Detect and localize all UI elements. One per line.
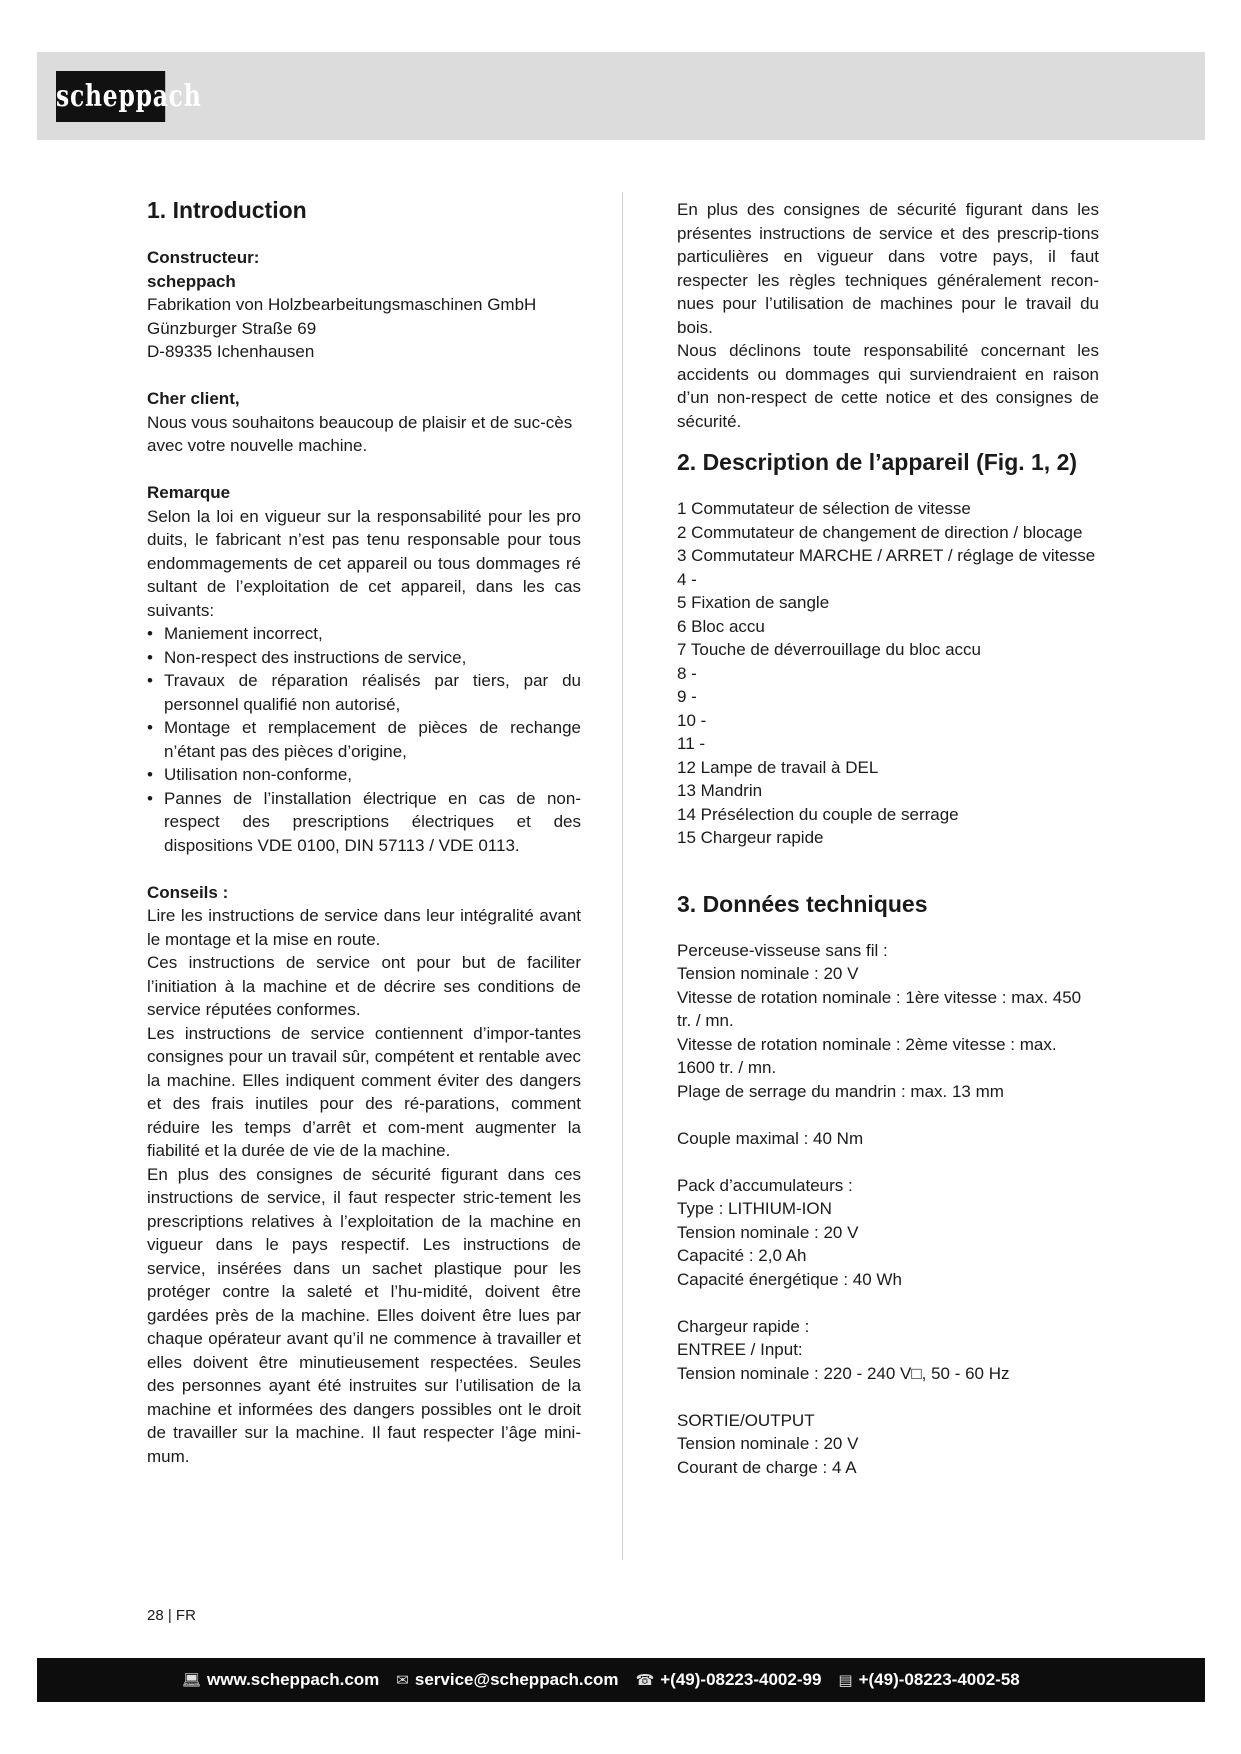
spec-line: Plage de serrage du mandrin : max. 13 mm [677,1081,1004,1101]
spec-line: Vitesse de rotation nominale : 1ère vitesse : max. 450 tr. / mn. [677,987,1082,1030]
list-item: 7 Touche de déverrouillage du bloc accu [677,640,982,659]
fax-icon: ▤ [838,1672,853,1689]
phone-icon: ☎ [635,1672,655,1689]
manufacturer-name: scheppach [147,271,236,291]
advice-label: Conseils : [147,882,229,902]
section-title-introduction: 1. Introduction [147,197,307,223]
advice-paragraph: Lire les instructions de service dans leur intégralité avant le montage et la mise en route. [147,906,581,949]
list-item: 8 - [677,663,697,683]
spec-line: Vitesse de rotation nominale : 2ème vitesse : max. 1600 tr. / mn. [677,1034,1057,1077]
column-divider [622,192,623,1560]
list-item: • Maniement incorrect, [147,622,581,646]
page-number: 28 | FR [147,1607,196,1624]
spec-line: Tension nominale : 20 V [677,1222,859,1242]
spec-group-battery [677,1174,1099,1292]
section-title-description: 2. Description de l’appareil (Fig. 1, 2) [677,449,1078,475]
list-item: • Utilisation non-conforme, [147,763,581,787]
intro-continued-paragraph: En plus des consignes de sécurité figurant dans les présentes instructions de service et des prescrip-tions particulières en vigueur dans votre pays, il faut respecter les règles techniques généralement recon-nues pour l’utilisation de machines pour le travail du bois. [677,200,1099,337]
advice-paragraph: En plus des consignes de sécurité figurant dans ces instructions de service, il faut respecter stric-tement les prescriptions relatives à l’exploitation de la machine en vigueur dans le pays respectif. Les instructions de service, insérées dans un sachet plastique pour les protéger contre la saleté et l’hu-midité, doivent être gardées près de la machine. Elles doivent être lues par chaque opérateur avant qu’il ne commence à travailler et elles doivent être minutieusement respectées. Seules des personnes ayant été instruites sur l’utilisation de la machine et informées des dangers possibles ont le droit de travailler sur la machine. Il faut respecter l’âge mini-mum. [147,1164,581,1466]
spec-line: Tension nominale : 20 V [677,1434,859,1453]
list-item: 13 Mandrin [677,781,763,800]
list-item: 4 - [677,569,697,589]
mail-icon: ✉ [396,1672,409,1689]
right-column [677,198,1099,1479]
list-item: • Montage et remplacement de pièces de rechange n’étant pas des pièces d’origine, [147,716,581,763]
spec-line: ENTREE / Input: [677,1340,803,1359]
footer-bar [37,1658,1205,1702]
parts-list [677,497,1099,850]
manufacturer-city: D-89335 Ichenhausen [147,342,315,361]
list-item: 6 Bloc accu [677,616,765,636]
spec-group-charger-output [677,1409,1099,1480]
fax-number: +(49)-08223-4002-58 [858,1670,1020,1689]
spec-line: Tension nominale : 220 - 240 V□, 50 - 60 Hz [677,1363,1010,1383]
list-item: 1 Commutateur de sélection de vitesse [677,499,971,518]
advice-paragraph: Les instructions de service contiennent d’impor-tantes consignes pour un travail sûr, compétent et rentable avec la machine. Elles indiquent comment éviter des dangers et des frais inutiles pour des ré-parations, comment réduire les temps d’arrêt et com-ment augmenter la fiabilité et la durée de vie de la machine. [147,1023,581,1160]
list-item: • Travaux de réparation réalisés par tiers, par du personnel qualifié non autorisé, [147,669,581,716]
manufacturer-label: Constructeur: [147,248,260,267]
header-band [37,52,1205,140]
left-column [147,194,581,1468]
spec-line: Type : LITHIUM-ION [677,1199,832,1218]
manufacturer-company: Fabrikation von Holzbearbeitungsmaschinen GmbH [147,295,537,314]
spec-line: Couple maximal : 40 Nm [677,1128,864,1148]
spec-group-torque [677,1127,1099,1151]
spec-line: Perceuse-visseuse sans fil : [677,940,888,960]
spec-line: Capacité énergétique : 40 Wh [677,1269,902,1289]
remark-text: Selon la loi en vigueur sur la responsabilité pour les pro duits, le fabricant n’est pas tenu responsable pour tous endommagements de cet appareil ou tous dommages ré sultant de l’exploitation de cet appareil, dans les cas suivants: [147,506,581,620]
list-item: 11 - [677,734,706,753]
spec-group-charger-input [677,1315,1099,1386]
list-item: 15 Chargeur rapide [677,828,824,847]
section-title-technical: 3. Données techniques [677,890,928,917]
spec-line: Capacité : 2,0 Ah [677,1246,807,1265]
greeting-text: Nous vous souhaitons beaucoup de plaisir et de suc-cès avec votre nouvelle machine. [147,412,573,455]
spec-line: SORTIE/OUTPUT [677,1410,815,1430]
list-item: 14 Présélection du couple de serrage [677,804,959,824]
email-link[interactable]: service@scheppach.com [414,1670,619,1689]
list-item: 10 - [677,710,707,730]
spec-line: Chargeur rapide : [677,1316,810,1336]
list-item: 2 Commutateur de changement de direction / blocage [677,522,1083,542]
remark-label: Remarque [147,483,231,502]
phone-number: +(49)-08223-4002-99 [660,1670,822,1689]
website-link[interactable]: www.scheppach.com [207,1670,380,1689]
list-item: 12 Lampe de travail à DEL [677,757,879,777]
liability-list [147,622,581,857]
list-item: • Pannes de l’installation électrique en cas de non-respect des prescriptions électriques et des dispositions VDE 0100, DIN 57113 / VDE 0113. [147,787,581,858]
intro-continued-paragraph: Nous déclinons toute responsabilité concernant les accidents ou dommages qui surviendraient en raison d’un non-respect de cette notice et des consignes de sécurité. [677,341,1099,431]
list-item: • Non-respect des instructions de service, [147,646,581,670]
list-item: 3 Commutateur MARCHE / ARRET / réglage de vitesse [677,546,1096,565]
greeting-label: Cher client, [147,389,240,408]
spec-line: Courant de charge : 4 A [677,1457,857,1477]
laptop-icon: 💻︎ [182,1672,202,1689]
spec-group-drill [677,939,1099,1104]
spec-line: Tension nominale : 20 V [677,964,859,983]
brand-logo: scheppach [56,71,165,122]
list-item: 5 Fixation de sangle [677,593,830,612]
advice-paragraph: Ces instructions de service ont pour but de faciliter l’initiation à la machine et de décrire ses conditions de service réputées conformes. [147,953,581,1019]
spec-line: Pack d’accumulateurs : [677,1175,853,1195]
list-item: 9 - [677,687,697,706]
manufacturer-street: Günzburger Straße 69 [147,318,317,338]
